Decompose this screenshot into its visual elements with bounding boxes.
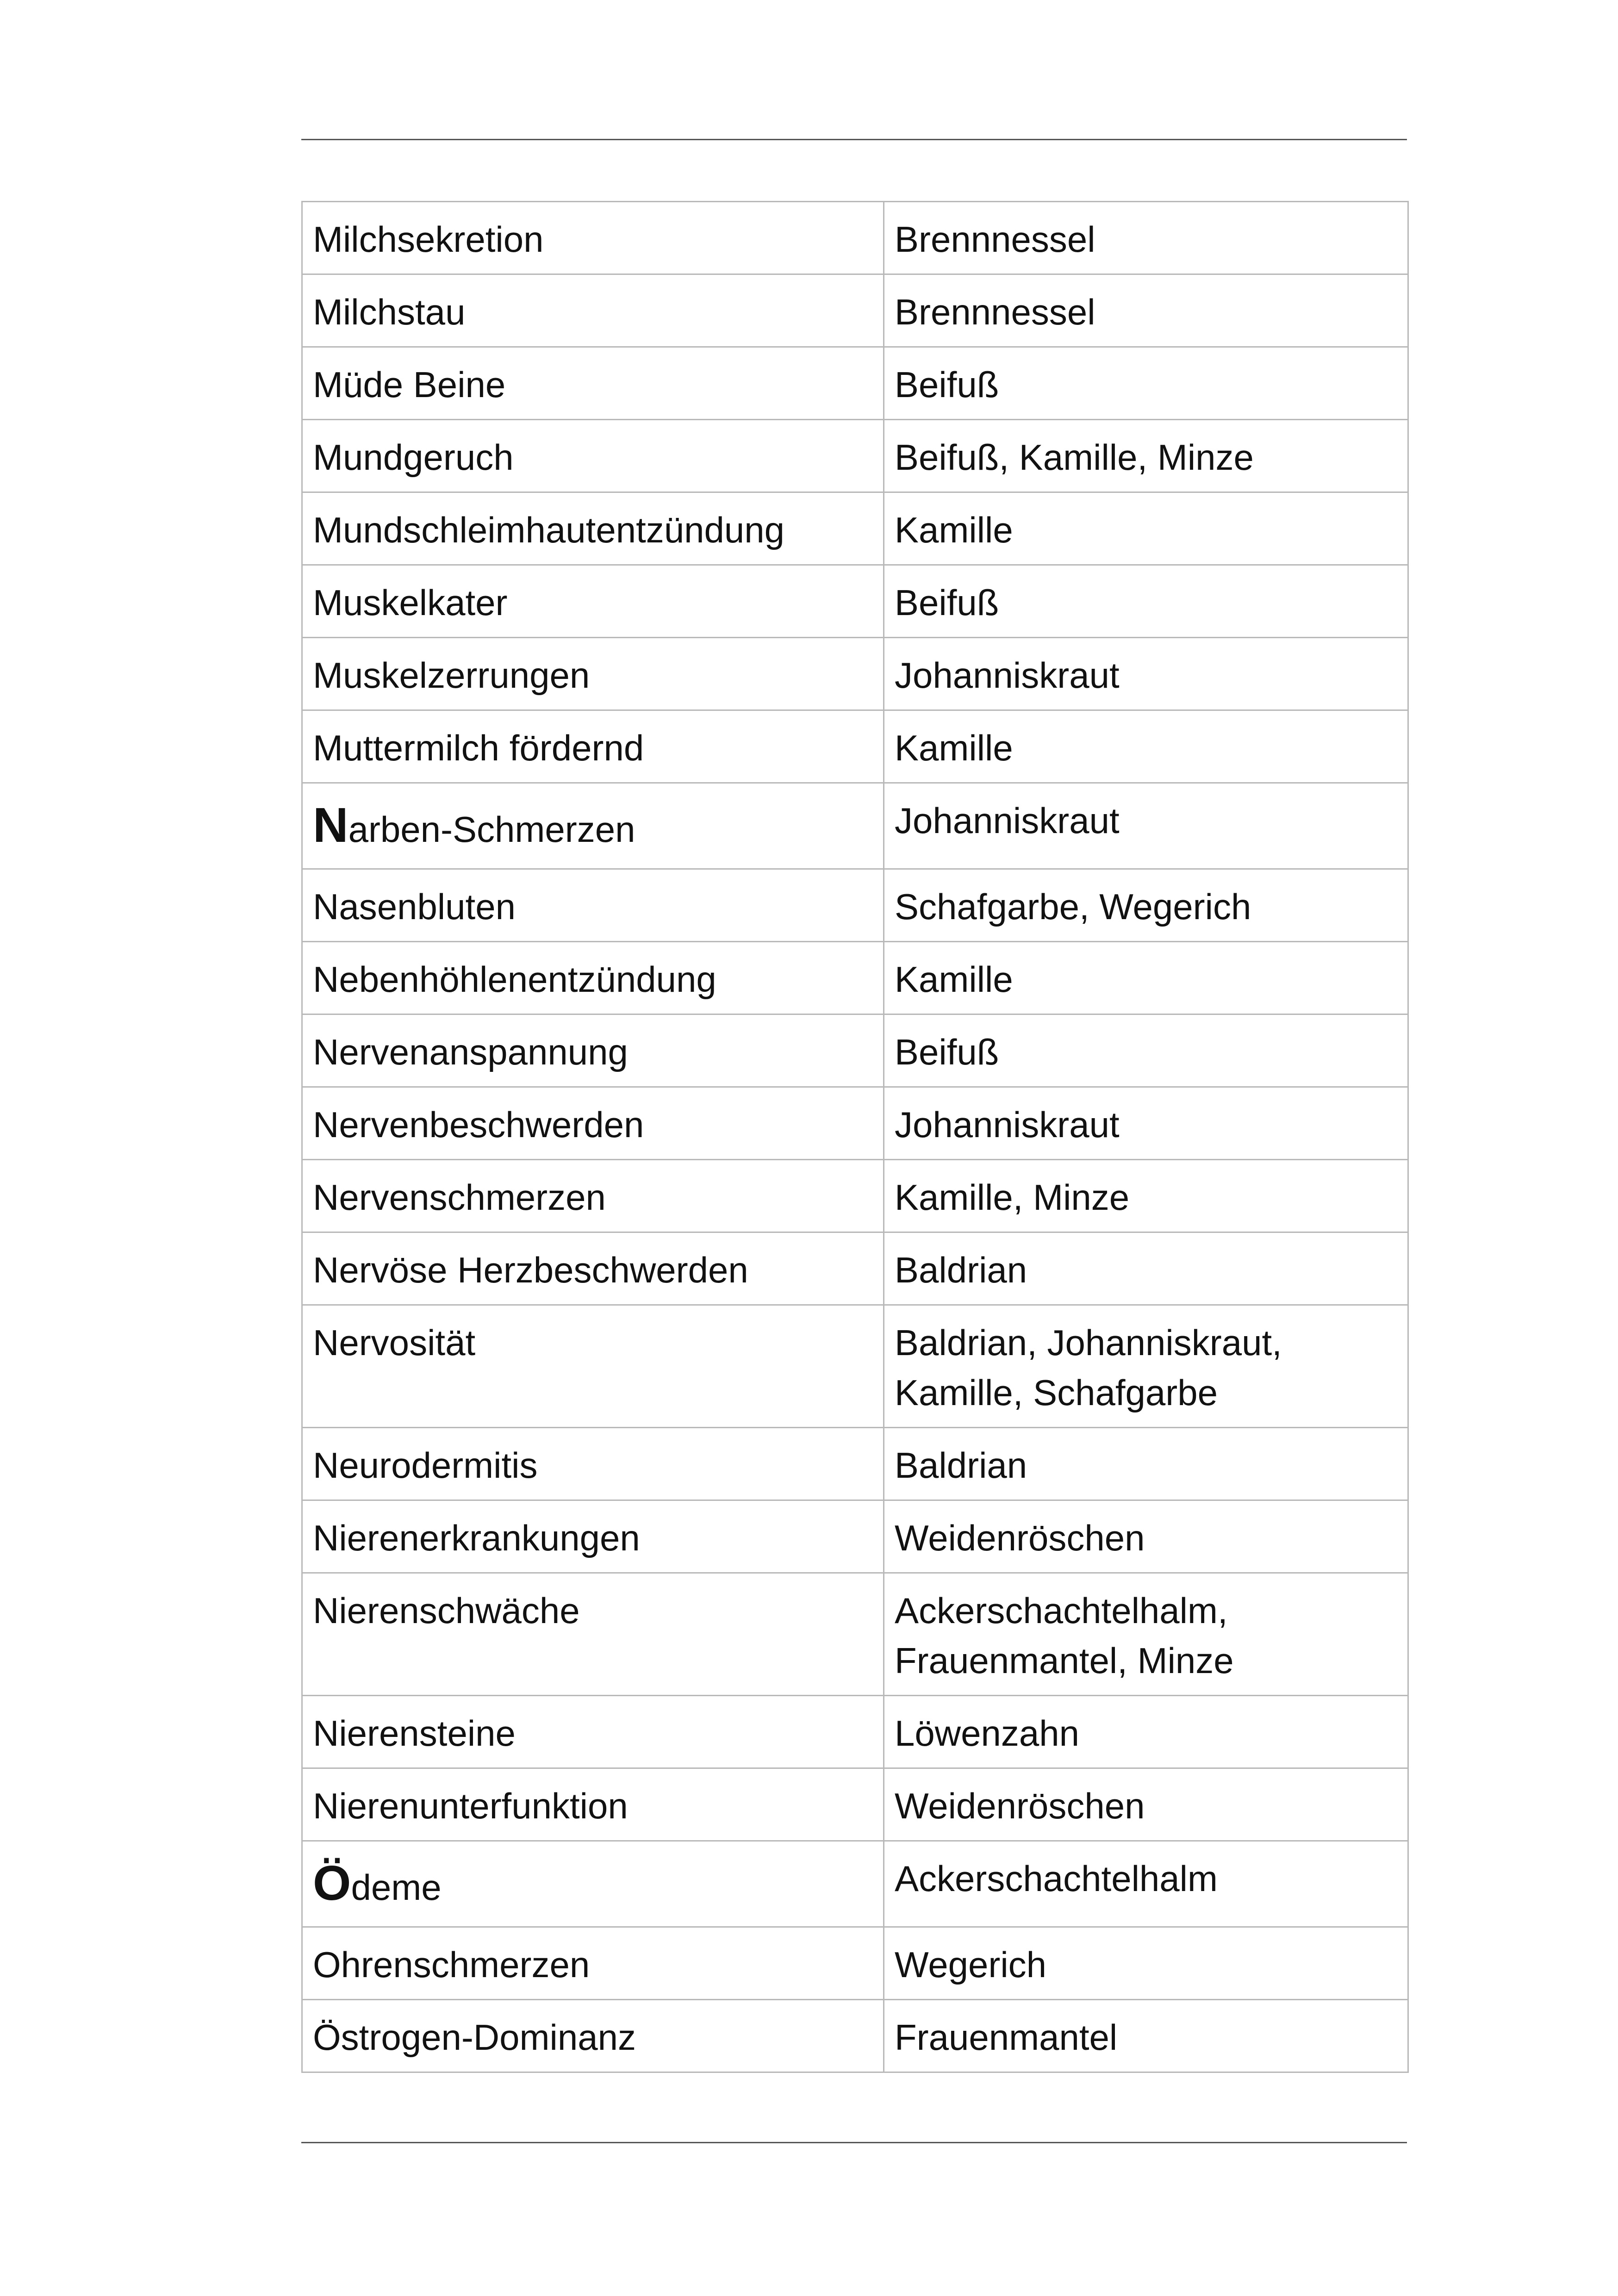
- herbs-cell: Kamille: [884, 942, 1408, 1014]
- herbs-cell: Johanniskraut: [884, 638, 1408, 710]
- condition-cell: Mundschleimhautentzündung: [302, 492, 884, 565]
- herbs-cell: Kamille: [884, 492, 1408, 565]
- herb-table: [301, 201, 1409, 2073]
- herbs-line: Ackerschachtelhalm,: [895, 1590, 1228, 1631]
- condition-cell: Nierenerkrankungen: [302, 1500, 884, 1573]
- table-row: [302, 783, 1408, 869]
- herbs-cell: Löwenzahn: [884, 1696, 1408, 1768]
- condition-cell: Nervosität: [302, 1305, 884, 1428]
- table-row: [302, 869, 1408, 942]
- condition-cell: Ohrenschmerzen: [302, 1927, 884, 2000]
- herbs-cell: Johanniskraut: [884, 1087, 1408, 1160]
- table-row: [302, 492, 1408, 565]
- condition-cell: Milchstau: [302, 274, 884, 347]
- table-row: [302, 565, 1408, 638]
- herbs-cell: Baldrian: [884, 1232, 1408, 1305]
- header-rule: [301, 139, 1407, 140]
- table-row: [302, 1927, 1408, 2000]
- table-row: [302, 710, 1408, 783]
- condition-cell: Nervenbeschwerden: [302, 1087, 884, 1160]
- condition-cell: Nierensteine: [302, 1696, 884, 1768]
- table-row: [302, 1014, 1408, 1087]
- condition-cell: Muskelkater: [302, 565, 884, 638]
- condition-text: arben-Schmerzen: [348, 809, 635, 850]
- table-row: [302, 1087, 1408, 1160]
- table-row: [302, 202, 1408, 274]
- herbs-cell: Frauenmantel: [884, 2000, 1408, 2072]
- condition-cell: Nebenhöhlenentzündung: [302, 942, 884, 1014]
- condition-cell: Muttermilch fördernd: [302, 710, 884, 783]
- condition-cell: Nervenschmerzen: [302, 1160, 884, 1232]
- herbs-cell: Brennnessel: [884, 274, 1408, 347]
- herbs-cell: Beifuß: [884, 347, 1408, 420]
- table-row: [302, 2000, 1408, 2072]
- condition-cell: Milchsekretion: [302, 202, 884, 274]
- condition-cell: [302, 783, 884, 869]
- herbs-cell: Beifuß: [884, 565, 1408, 638]
- section-initial: Ö: [313, 1856, 351, 1910]
- herbs-cell: [884, 1305, 1408, 1428]
- herbs-cell: Kamille: [884, 710, 1408, 783]
- table-row: [302, 1768, 1408, 1841]
- table-row: [302, 1573, 1408, 1696]
- table-row: [302, 1305, 1408, 1428]
- condition-cell: Nierenschwäche: [302, 1573, 884, 1696]
- herbs-cell: Ackerschachtelhalm: [884, 1841, 1408, 1927]
- herbs-cell: Johanniskraut: [884, 783, 1408, 869]
- condition-cell: Östrogen-Dominanz: [302, 2000, 884, 2072]
- condition-cell: Nervenanspannung: [302, 1014, 884, 1087]
- table-row: [302, 420, 1408, 492]
- table-row: [302, 1232, 1408, 1305]
- table-row: [302, 942, 1408, 1014]
- condition-text: deme: [351, 1867, 442, 1908]
- herbs-cell: Brennnessel: [884, 202, 1408, 274]
- table-row: [302, 1428, 1408, 1500]
- table-row: [302, 638, 1408, 710]
- herbs-cell: Schafgarbe, Wegerich: [884, 869, 1408, 942]
- table-row: [302, 1160, 1408, 1232]
- table-row: [302, 1500, 1408, 1573]
- herbs-cell: Wegerich: [884, 1927, 1408, 2000]
- herbs-cell: Kamille, Minze: [884, 1160, 1408, 1232]
- condition-cell: Müde Beine: [302, 347, 884, 420]
- herbs-line: Kamille, Schafgarbe: [895, 1372, 1218, 1413]
- table-row: [302, 274, 1408, 347]
- herbs-cell: Beifuß, Kamille, Minze: [884, 420, 1408, 492]
- condition-cell: Nierenunterfunktion: [302, 1768, 884, 1841]
- herbs-line: Frauenmantel, Minze: [895, 1640, 1234, 1681]
- condition-cell: Mundgeruch: [302, 420, 884, 492]
- condition-cell: Muskelzerrungen: [302, 638, 884, 710]
- condition-cell: [302, 1841, 884, 1927]
- herbs-cell: Weidenröschen: [884, 1768, 1408, 1841]
- table-row: [302, 347, 1408, 420]
- herbs-line: Baldrian, Johanniskraut,: [895, 1322, 1282, 1363]
- table-row: [302, 1696, 1408, 1768]
- herbs-cell: [884, 1573, 1408, 1696]
- condition-cell: Nervöse Herzbeschwerden: [302, 1232, 884, 1305]
- herbs-cell: Weidenröschen: [884, 1500, 1408, 1573]
- table-row: [302, 1841, 1408, 1927]
- herbs-cell: Beifuß: [884, 1014, 1408, 1087]
- condition-cell: Nasenbluten: [302, 869, 884, 942]
- section-initial: N: [313, 798, 348, 852]
- herbs-cell: Baldrian: [884, 1428, 1408, 1500]
- condition-cell: Neurodermitis: [302, 1428, 884, 1500]
- footer-rule: [301, 2142, 1407, 2143]
